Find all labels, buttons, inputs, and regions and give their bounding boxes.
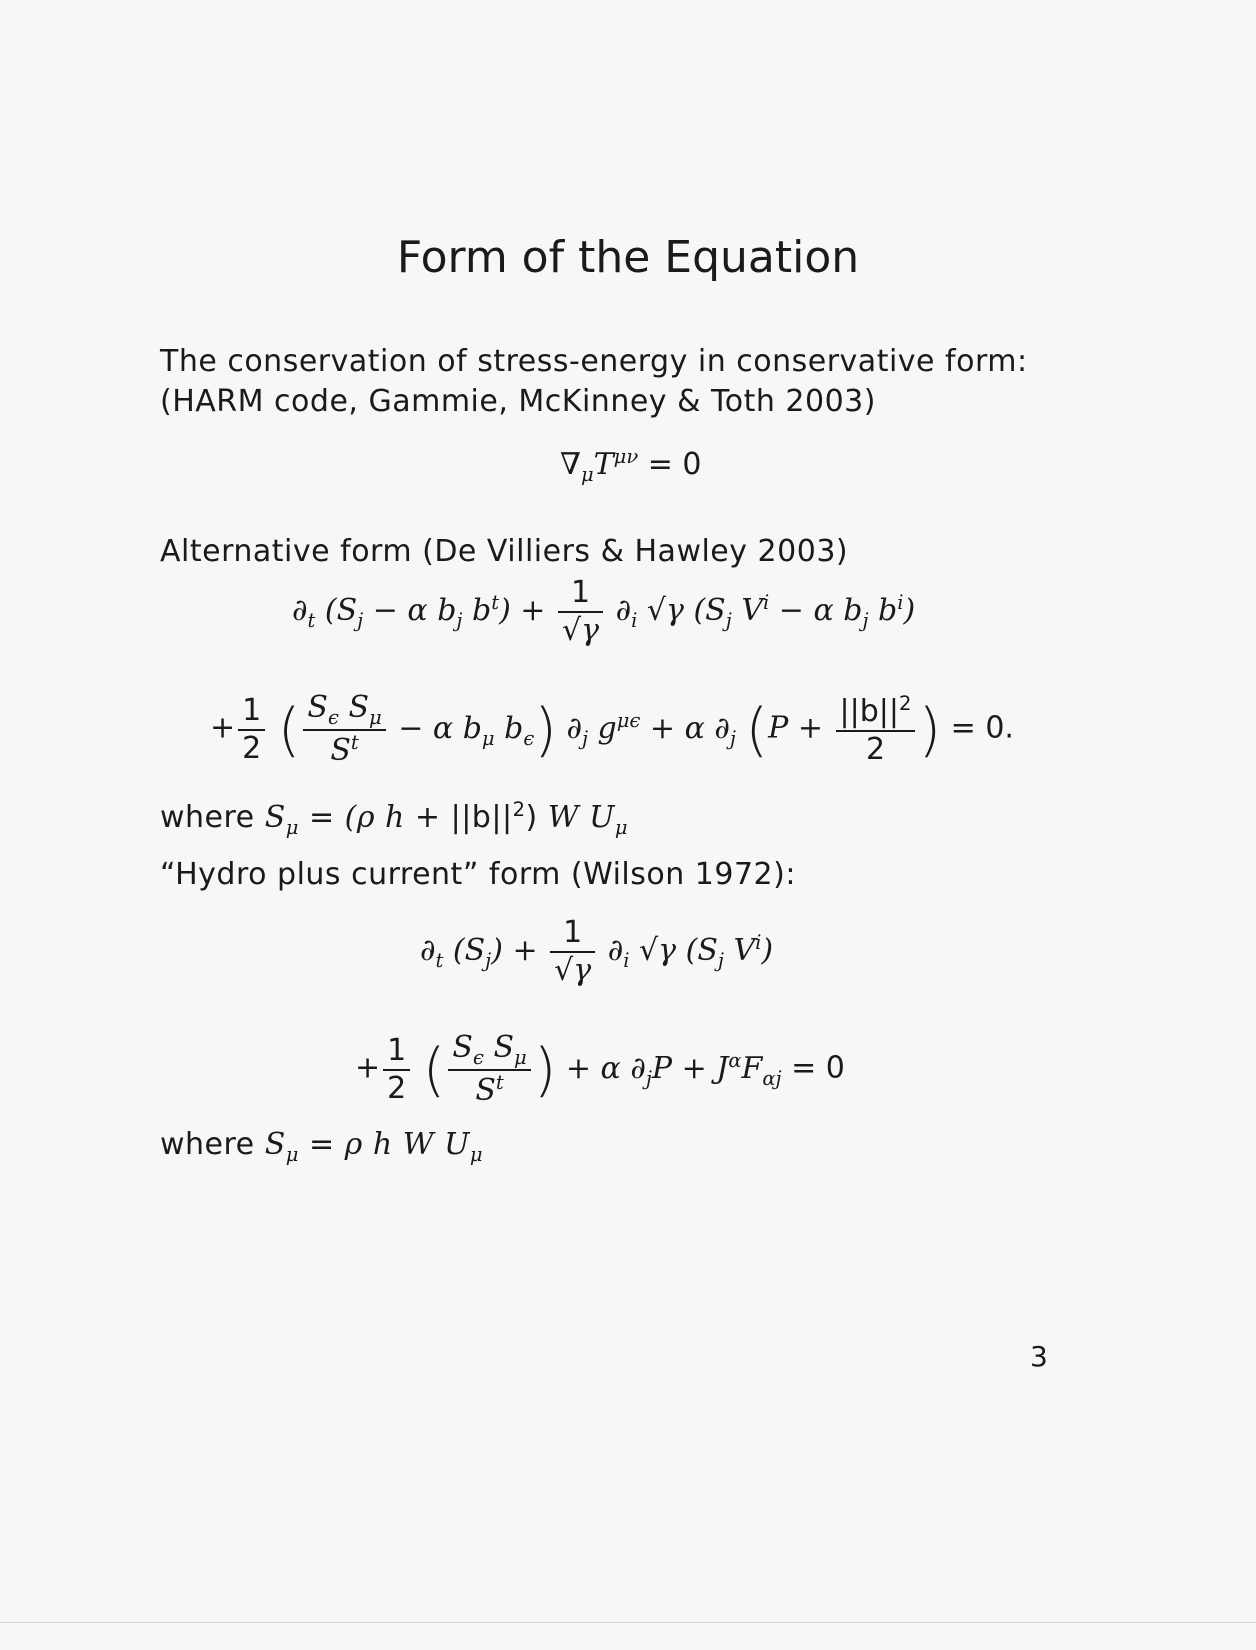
hydro-where-clause: where $S_\mu = \rho$ h W $U_\mu$ (160, 1127, 484, 1166)
equation-hydro-line-2: + $\frac{1}{2}$ ( $\frac{S_\epsilon S_\mu}{S^t}$ ) + α $\partial_jP + J^\alpha F_{\alpha j} = 0$ (355, 1030, 845, 1109)
alternative-where-clause: where $S_\mu = (\rho$ $h + ||b||^2$) W $U_\mu$ (160, 798, 629, 839)
equation-hydro-line-1: $\partial_t$ $(S_j)$ + $\frac{1}{√\gamma}$ $\partial_i$ √γ ($S_j$ $V^i$) (420, 915, 774, 988)
where-label: where (160, 800, 255, 835)
page-number: 3 (1030, 1340, 1048, 1373)
hydro-form-heading: “Hydro plus current” form (Wilson 1972): (160, 857, 796, 892)
where-label: where (160, 1127, 255, 1162)
intro-line-2: (HARM code, Gammie, McKinney & Toth 2003) (160, 384, 876, 419)
page-edge-line (0, 1622, 1256, 1623)
page-title: Form of the Equation (396, 232, 860, 283)
equation-alternative-line-1: $\partial_t$ ($S_j - \alpha$ $b_j$ $b^t$) + $\frac{1}{√\gamma}$ $\partial_i$ √γ ($S_j$ $V^i - \alpha$ $b_j$ $b^i$) (292, 575, 916, 648)
equation-conservation: $\nabla_\mu T^{\mu\nu} = 0$ (560, 445, 702, 486)
alternative-form-heading: Alternative form (De Villiers & Hawley 2003) (160, 534, 849, 569)
intro-line-1: The conservation of stress-energy in conservative form: (160, 344, 1028, 379)
equation-alternative-line-2: + $\frac{1}{2}$ ( $\frac{S_\epsilon S_\mu}{S^t}$ − α $b_\mu$ $b_\epsilon$) $\partial_j$ $g^{\mu\epsilon} + \alpha$ $\partial_j$ (P + $\frac{||b||^2}{2}$ ) = 0. (210, 690, 1014, 769)
